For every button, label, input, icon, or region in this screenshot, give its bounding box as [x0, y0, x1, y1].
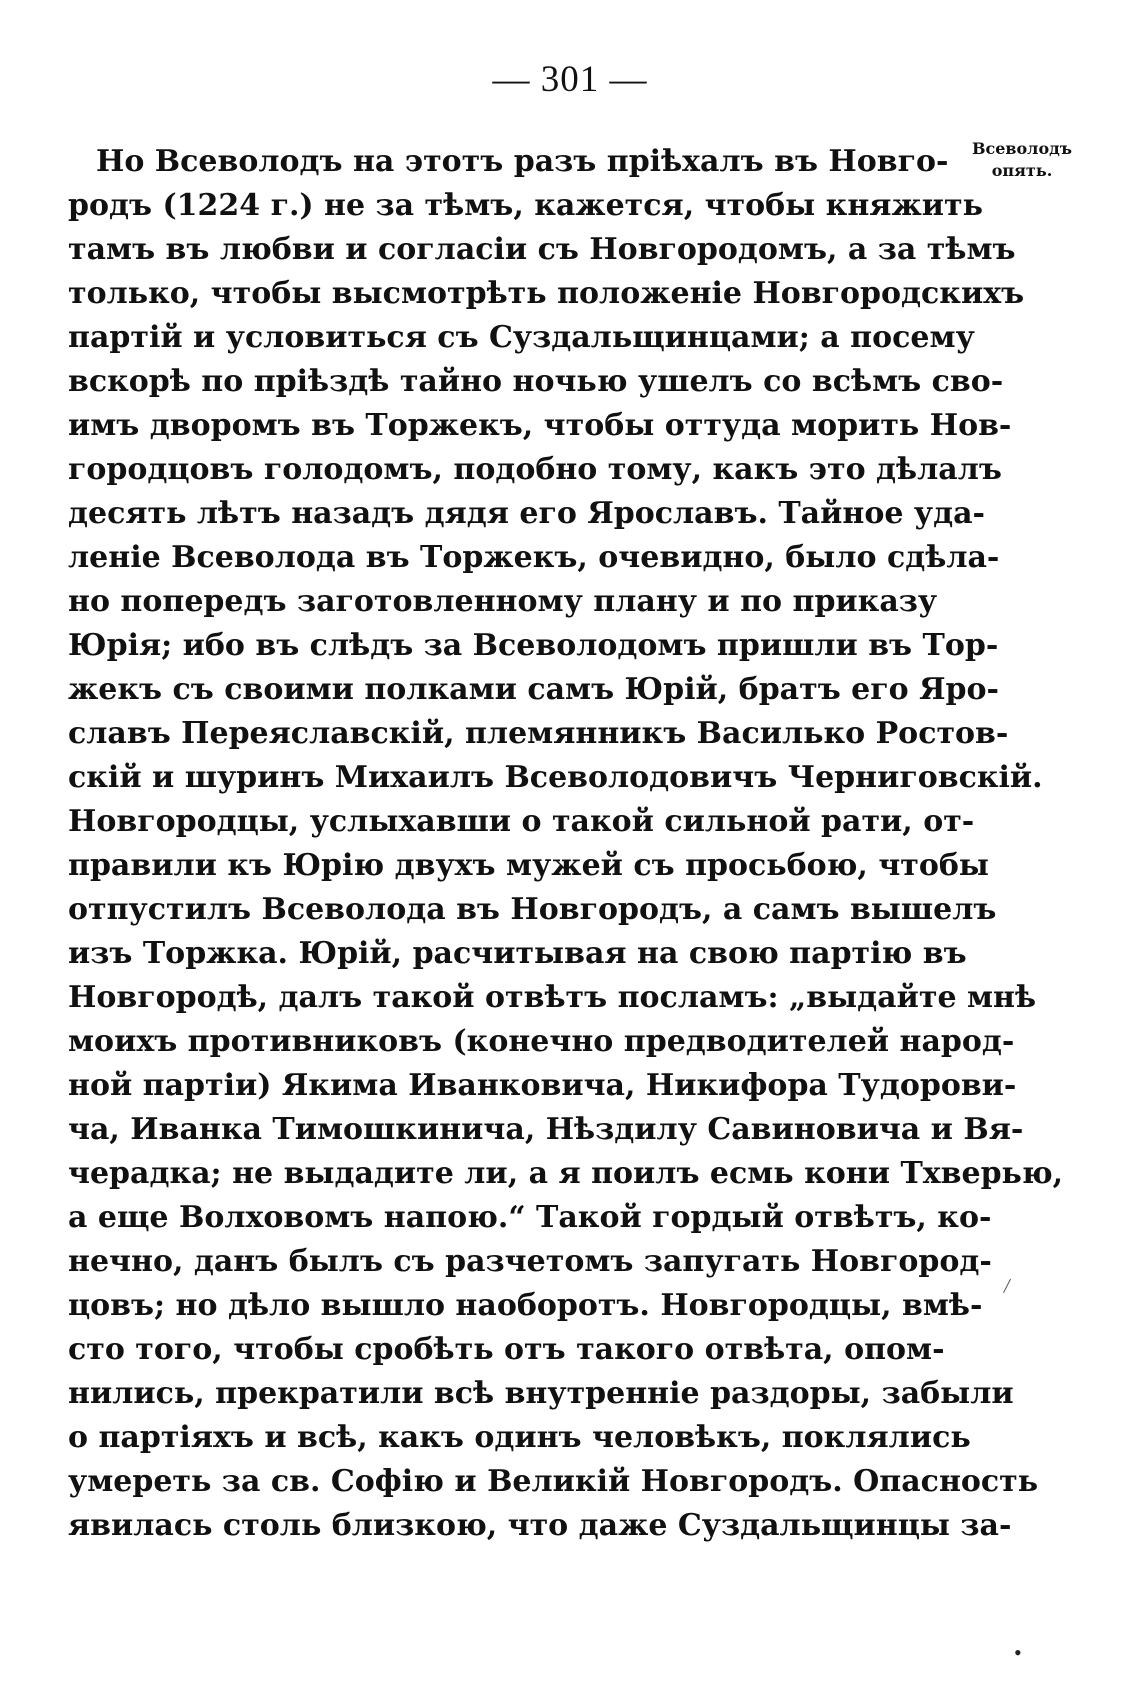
text-line: только, чтобы высмотрѣть положеніе Новгородскихъ: [68, 276, 1025, 311]
text-line: но попередъ заготовленному плану и по приказу: [68, 584, 938, 619]
text-line: вскорѣ по пріѣздѣ тайно ночью ушелъ со всѣмъ сво-: [68, 364, 1004, 399]
text-line: черадка; не выдадите ли, а я поилъ есмь кони Тхверью,: [68, 1156, 1064, 1191]
text-line: городцовъ голодомъ, подобно тому, какъ это дѣлалъ: [68, 452, 1002, 487]
text-line: леніе Всеволода въ Торжекъ, очевидно, было сдѣла-: [68, 540, 1000, 575]
text-line: родъ (1224 г.) не за тѣмъ, кажется, чтобы княжить: [68, 188, 983, 223]
text-line: нечно, данъ былъ съ разчетомъ запугать Новгород-: [68, 1244, 992, 1279]
text-line: десять лѣтъ назадъ дядя его Ярославъ. Тайное уда-: [68, 496, 985, 531]
text-line: Юрія; ибо въ слѣдъ за Всеволодомъ пришли въ Тор-: [68, 628, 999, 663]
stray-ink-dot: •: [1014, 1640, 1022, 1665]
text-line: явилась столь близкою, что даже Суздальщинцы за-: [68, 1508, 1012, 1543]
text-line: Новгородцы, услыхавши о такой сильной рати, от-: [68, 804, 975, 839]
text-line: моихъ противниковъ (конечно предводителей народ-: [68, 1024, 1015, 1059]
text-line: ной партіи) Якима Иванковича, Никифора Тудорови-: [68, 1068, 1017, 1103]
text-line: о партіяхъ и всѣ, какъ одинъ человѣкъ, поклялись: [68, 1420, 971, 1455]
text-line: скій и шуринъ Михаилъ Всеволодовичъ Черниговскій.: [68, 760, 1043, 795]
stray-pen-mark: /: [1002, 1272, 1012, 1299]
text-line: а еще Волховомъ напою.“ Такой гордый отвѣтъ, ко-: [68, 1200, 992, 1235]
text-line: изъ Торжка. Юрій, расчитывая на свою партію въ: [68, 936, 967, 971]
margin-note-line-2: опять.: [991, 161, 1053, 180]
margin-note: [952, 138, 1092, 182]
text-line: сто того, чтобы сробѣть отъ такого отвѣта, опом-: [68, 1332, 945, 1367]
text-line: умереть за св. Софію и Великій Новгородъ. Опасность: [68, 1464, 1039, 1499]
margin-note-line-1: Всеволодъ: [971, 139, 1073, 158]
text-line: отпустилъ Всеволода въ Новгородъ, а самъ вышелъ: [68, 892, 997, 927]
text-line: правили къ Юрію двухъ мужей съ просьбою, чтобы: [68, 848, 989, 883]
text-line: Но Всеволодъ на этотъ разъ пріѣхалъ въ Новго-: [96, 144, 949, 179]
text-line: партій и условиться съ Суздальщинцами; а посему: [68, 320, 975, 355]
text-line: жекъ съ своими полками самъ Юрій, братъ его Яро-: [68, 672, 999, 707]
text-line: ча, Иванка Тимошкинича, Нѣздилу Савиновича и Вя-: [68, 1112, 1024, 1147]
text-line: имъ дворомъ въ Торжекъ, чтобы оттуда морить Нов-: [68, 408, 1012, 443]
text-line: нились, прекратили всѣ внутренніе раздоры, забыли: [68, 1376, 1014, 1411]
text-line: цовъ; но дѣло вышло наоборотъ. Новгородцы, вмѣ-: [68, 1288, 983, 1323]
text-line: тамъ въ любви и согласіи съ Новгородомъ, а за тѣмъ: [68, 232, 1016, 267]
text-line: славъ Переяславскій, племянникъ Василько Ростов-: [68, 716, 1009, 751]
text-line: Новгородѣ, далъ такой отвѣтъ посламъ: „выдайте мнѣ: [68, 980, 1037, 1015]
page-number: — 301 —: [492, 59, 648, 100]
